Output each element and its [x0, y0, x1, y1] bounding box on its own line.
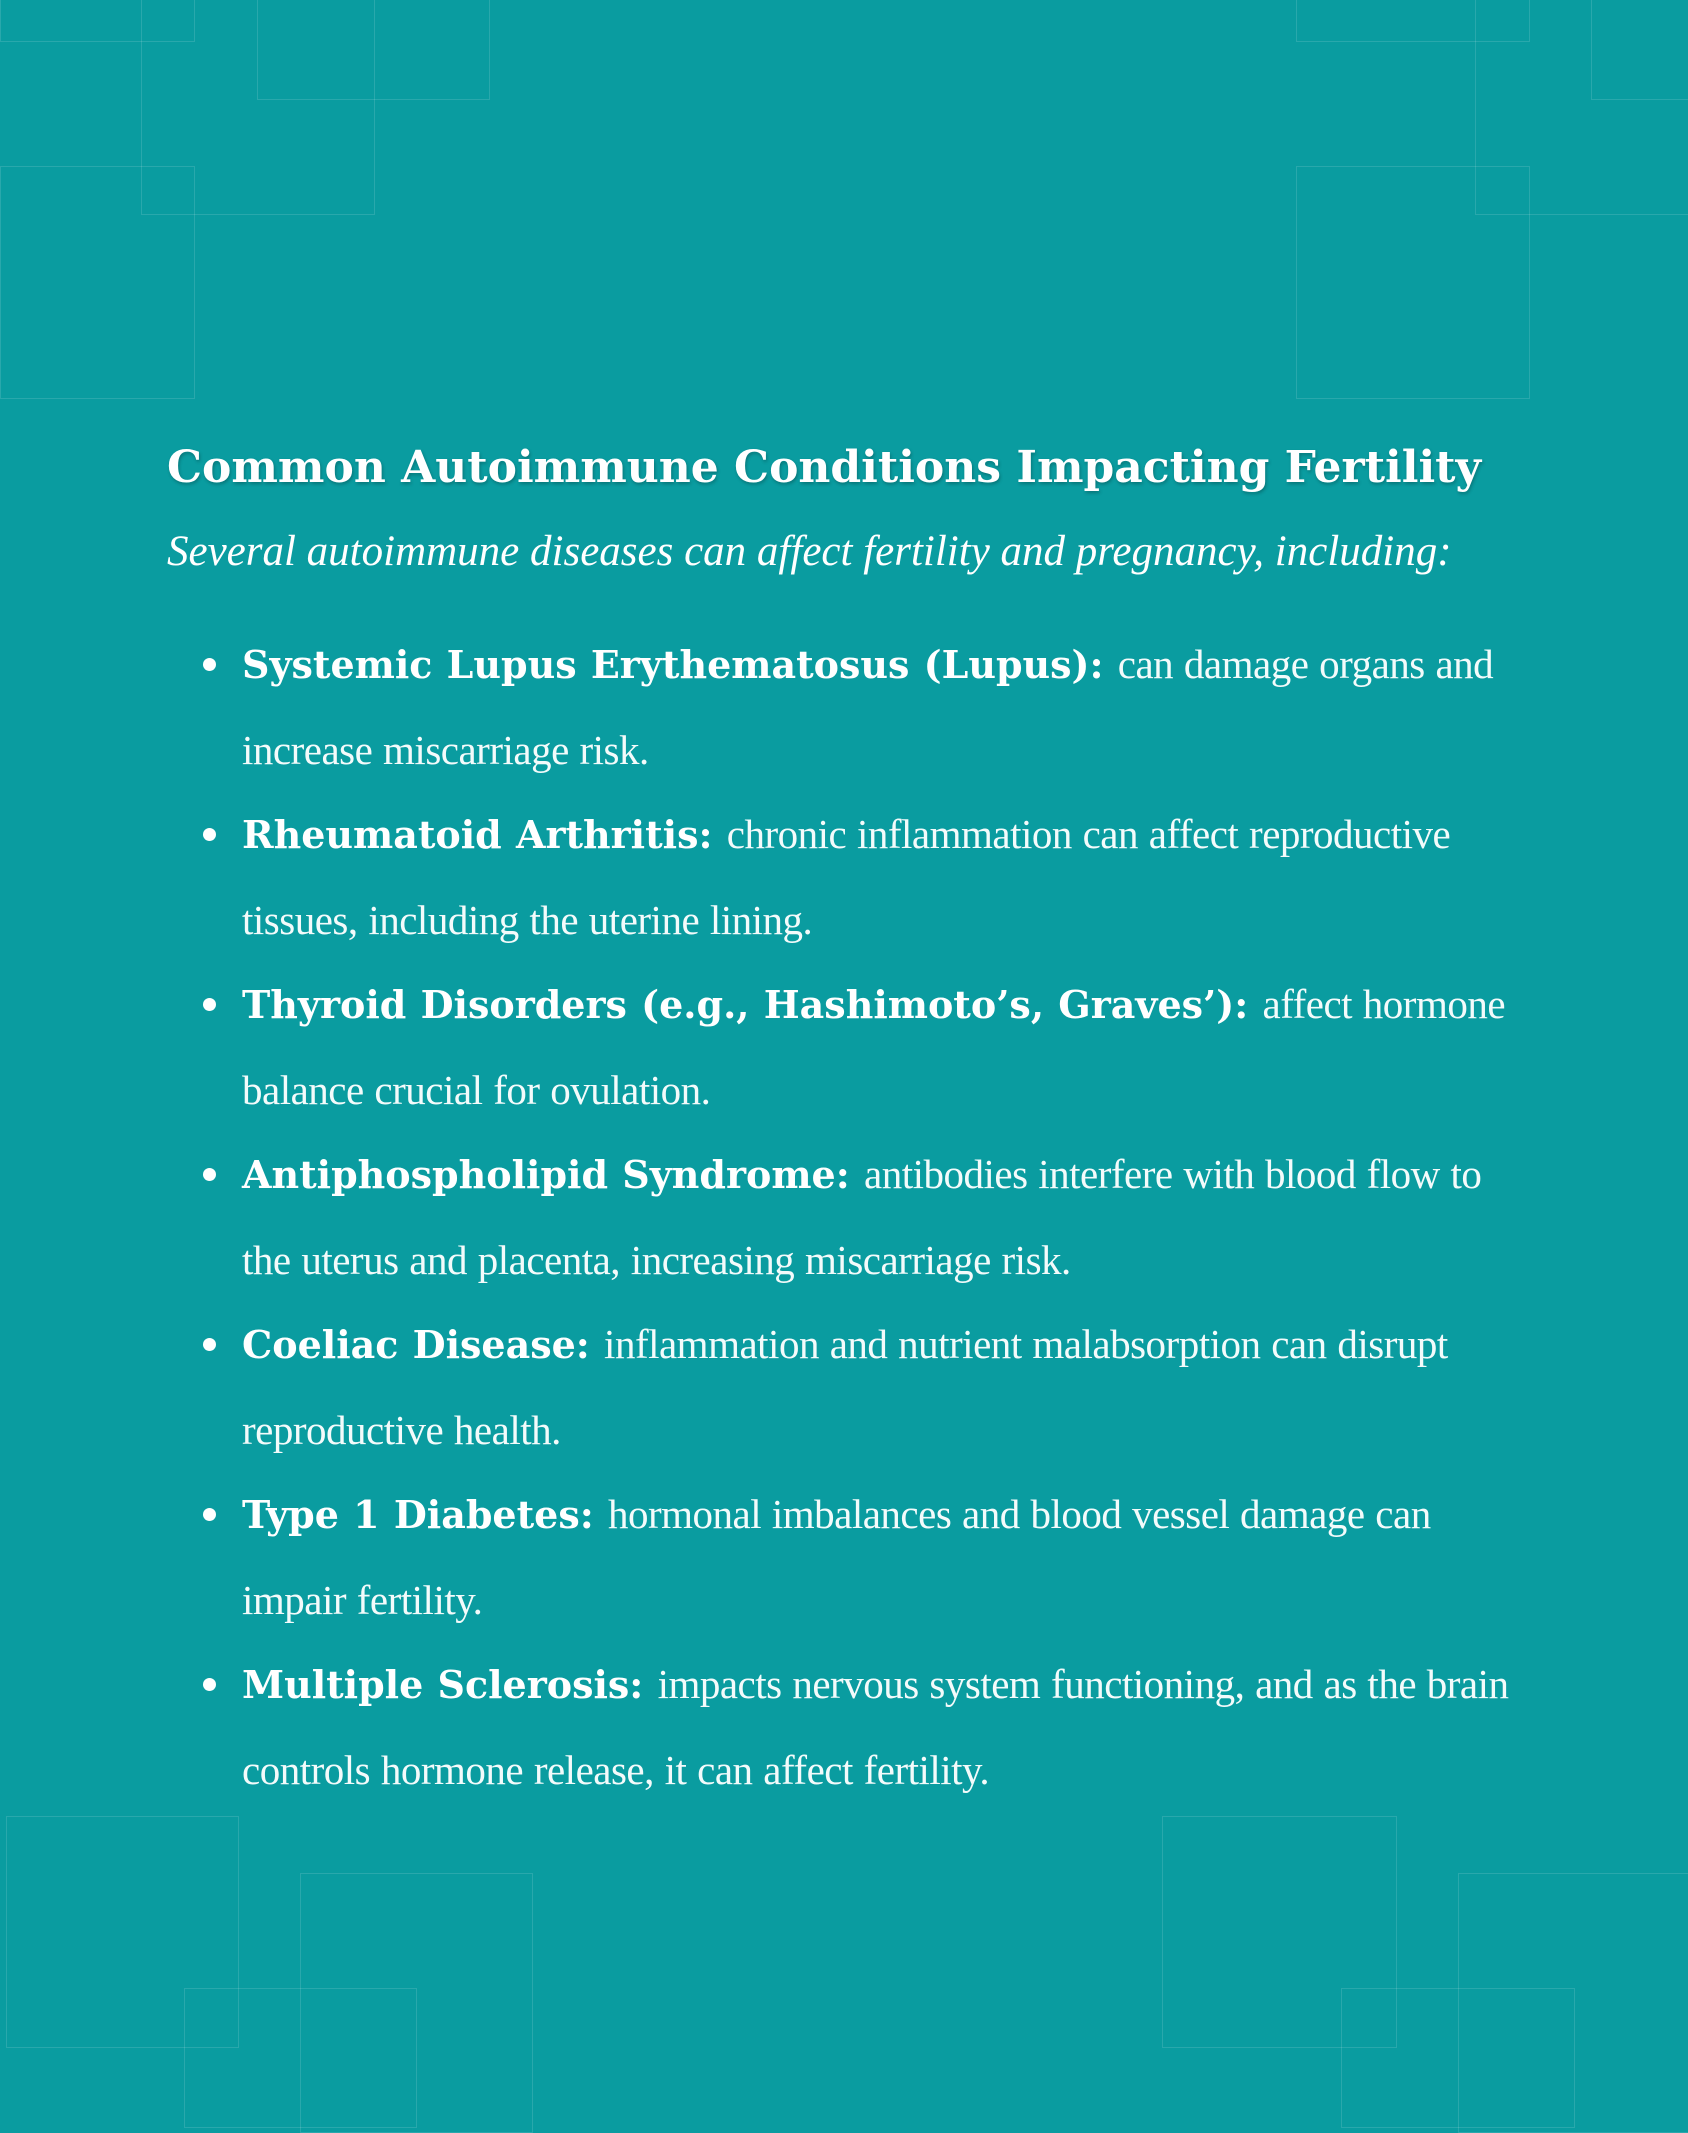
condition-description: hormonal imbalances and blood vessel damage can impair fertility. — [242, 1491, 1431, 1623]
list-item-lupus — [167, 622, 1537, 792]
list-item-type-1-diabetes — [167, 1472, 1537, 1642]
condition-description: inflammation and nutrient malabsorption can disrupt reproductive health. — [242, 1321, 1448, 1453]
condition-name: Rheumatoid Arthritis: — [242, 812, 727, 857]
condition-name: Systemic Lupus Erythematosus (Lupus): — [242, 642, 1118, 687]
decorative-square — [1341, 1988, 1575, 2128]
conditions-list — [167, 622, 1537, 1812]
decorative-square — [1296, 166, 1530, 399]
condition-description: chronic inflammation can affect reproductive tissues, including the uterine lining. — [242, 811, 1451, 943]
bullet-icon — [203, 1338, 216, 1351]
list-item-coeliac-disease — [167, 1302, 1537, 1472]
condition-description: affect hormone balance crucial for ovulation. — [242, 981, 1506, 1113]
list-item-multiple-sclerosis — [167, 1642, 1537, 1812]
condition-name: Type 1 Diabetes: — [242, 1492, 608, 1537]
condition-name: Thyroid Disorders (e.g., Hashimoto’s, Graves’): — [242, 982, 1263, 1027]
bullet-icon — [203, 998, 216, 1011]
condition-description: can damage organs and increase miscarriage risk. — [242, 641, 1494, 773]
bullet-icon — [203, 828, 216, 841]
condition-description: antibodies interfere with blood flow to the uterus and placenta, increasing miscarriage risk. — [242, 1151, 1482, 1283]
condition-description: impacts nervous system functioning, and as the brain controls hormone release, it can affect fertility. — [242, 1661, 1509, 1793]
decorative-square — [1591, 0, 1688, 100]
decorative-square — [184, 1988, 417, 2128]
page-title: Common Autoimmune Conditions Impacting Fertility — [167, 442, 1482, 493]
decorative-square — [0, 166, 195, 399]
bullet-icon — [203, 1168, 216, 1181]
bullet-icon — [203, 1508, 216, 1521]
bullet-icon — [203, 1678, 216, 1691]
page-subtitle: Several autoimmune diseases can affect fertility and pregnancy, including: — [167, 528, 1452, 575]
list-item-thyroid-disorders — [167, 962, 1537, 1132]
condition-name: Coeliac Disease: — [242, 1322, 605, 1367]
condition-name: Multiple Sclerosis: — [242, 1662, 658, 1707]
list-item-rheumatoid-arthritis — [167, 792, 1537, 962]
list-item-antiphospholipid-syndrome — [167, 1132, 1537, 1302]
bullet-icon — [203, 658, 216, 671]
condition-name: Antiphospholipid Syndrome: — [242, 1152, 864, 1197]
content-block — [167, 436, 1537, 1812]
